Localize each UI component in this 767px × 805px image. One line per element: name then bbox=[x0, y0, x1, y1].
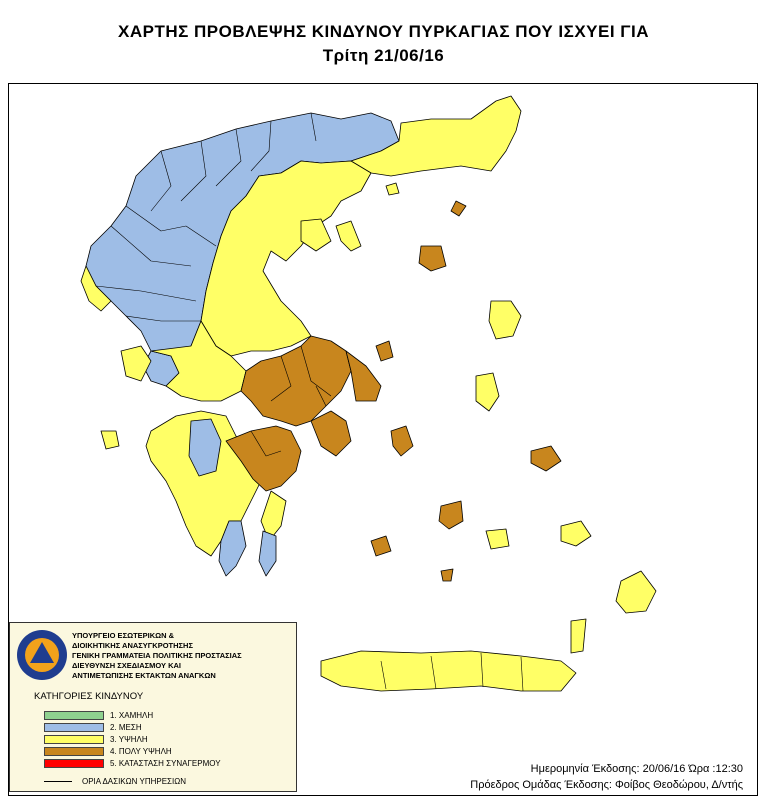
map-title: ΧΑΡΤΗΣ ΠΡΟΒΛΕΨΗΣ ΚΙΝΔΥΝΟΥ ΠΥΡΚΑΓΙΑΣ ΠΟΥ ΙΣΧΥΕΙ ΓΙΑ bbox=[117, 22, 649, 41]
civil-protection-logo bbox=[16, 629, 68, 681]
ministry-text: ΥΠΟΥΡΓΕΙΟ ΕΣΩΤΕΡΙΚΩΝ & ΔΙΟΙΚΗΤΙΚΗΣ ΑΝΑΣΥΓΚΡΟΤΗΣΗΣ ΓΕΝΙΚΗ ΓΡΑΜΜΑΤΕΙΑ ΠΟΛΙΤΙΚΗΣ ΠΡΟΣΤΑΣΙΑΣ ΔΙΕΥΘΥΝΣΗ ΣΧΕΔΙΑΣΜΟΥ ΚΑΙ ΑΝΤΙΜΕΤΩΠΙΣΗΣ ΕΚΤΑΚΤΩΝ ΑΝΑΓΚΩΝ bbox=[72, 631, 242, 680]
map-date: Τρίτη 21/06/16 bbox=[322, 46, 445, 65]
region-high-islands bbox=[321, 183, 656, 691]
legend-swatch bbox=[44, 735, 104, 744]
issue-date: Ημερομηνία Έκδοσης: 20/06/16 Ώρα :12:30 bbox=[530, 763, 743, 775]
categories-title: ΚΑΤΗΓΟΡΙΕΣ ΚΙΝΔΥΝΟΥ bbox=[34, 691, 144, 702]
legend-swatch bbox=[44, 711, 104, 720]
legend-line bbox=[44, 781, 72, 782]
legend-swatch bbox=[44, 747, 104, 756]
legend-swatch bbox=[44, 723, 104, 732]
issue-chair: Πρόεδρος Ομάδας Έκδοσης: Φοίβος Θεοδώρου, Δ/ντής bbox=[470, 779, 743, 791]
legend-panel: ΥΠΟΥΡΓΕΙΟ ΕΣΩΤΕΡΙΚΩΝ & ΔΙΟΙΚΗΤΙΚΗΣ ΑΝΑΣΥΓΚΡΟΤΗΣΗΣ ΓΕΝΙΚΗ ΓΡΑΜΜΑΤΕΙΑ ΠΟΛΙΤΙΚΗΣ ΠΡΟΣΤΑΣΙΑΣ ΔΙΕΥΘΥΝΣΗ ΣΧΕΔΙΑΣΜΟΥ ΚΑΙ ΑΝΤΙΜΕΤΩΠΙΣΗΣ ΕΚΤΑΚΤΩΝ ΑΝΑΓΚΩΝ ΚΑΤΗΓΟΡΙΕΣ ΚΙΝΔΥΝΟΥ 1. ΧΑΜΗΛΗ 2. ΜΕΣΗ 3. ΥΨΗΛΗ 4. ΠΟΛΥ ΥΨΗΛΗ 5. ΚΑΤΑΣΤΑΣΗ ΣΥΝΑΓΕΡΜΟΥ ΟΡΙΑ ΔΑΣΙΚΩΝ ΥΠΗΡΕΣΙΩΝ bbox=[9, 622, 297, 792]
legend-swatch bbox=[44, 759, 104, 768]
